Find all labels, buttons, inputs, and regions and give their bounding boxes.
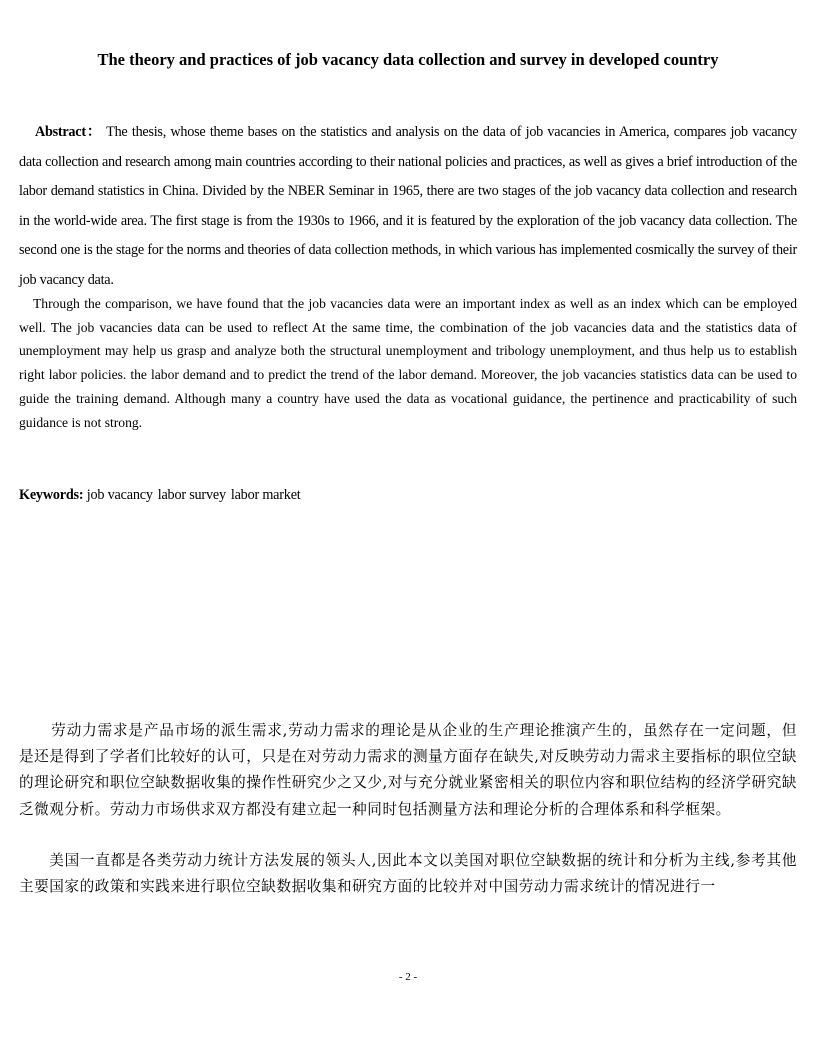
keywords-label: Keywords: [19, 487, 84, 503]
keyword-item: labor market [230, 487, 301, 503]
keyword-item: job vacancy [86, 487, 153, 503]
paper-title: The theory and practices of job vacancy data collection and survey in developed country [97, 50, 719, 69]
chinese-paragraph-1 [19, 718, 797, 823]
abstract-label: Abstract： [35, 124, 102, 140]
comparison-text: Through the comparison, we have found that the job vacancies data were an important index as well as an index which can be employed well. The job vacancies data can be used to reflect At the same time, the combination of the job vacancies data and the statistics data of unemployment may help us grasp and analyze both the structural unemployment and tribology unemployment, and thus help us to establish right labor policies. the labor demand and to predict the trend of the labor demand. Moreover, the job vacancies statistics data can be used to guide the training demand. Although many a country have used the data as vocational guidance, the pertinence and practicability of such guidance is not strong. [19, 296, 797, 430]
keywords-line [19, 484, 797, 506]
chinese-paragraph-2 [19, 848, 797, 900]
chinese-text-1: 劳动力需求是产品市场的派生需求,劳动力需求的理论是从企业的生产理论推演产生的，虽然存在一定问题，但是还是得到了学者们比较好的认可，只是在对劳动力需求的测量方面存在缺失,对反映劳动力需求主要指标的职位空缺的理论研究和职位空缺数据收集的操作性研究少之又少,对与充分就业紧密相关的职位内容和职位结构的经济学研究缺乏微观分析。劳动力市场供求双方都没有建立起一种同时包括测量方法和理论分析的合理体系和科学框架。 [19, 722, 797, 818]
abstract-paragraph [19, 118, 797, 296]
page-number: - 2 - [398, 971, 418, 983]
keyword-item: labor survey [157, 487, 226, 503]
comparison-paragraph [19, 292, 797, 434]
abstract-text: The thesis, whose theme bases on the statistics and analysis on the data of job vacancies in America, compares job vacancy data collection and research among main countries according to their national policies and practices, as well as gives a brief introduction of the labor demand statistics in China. Divided by the NBER Seminar in 1965, there are two stages of the job vacancy data collection and research in the world-wide area. The first stage is from the 1930s to 1966, and it is featured by the exploration of the job vacancy data collection. The second one is the stage for the norms and theories of data collection methods, in which various has implemented cosmically the survey of their job vacancy data. [19, 124, 798, 288]
chinese-text-2: 美国一直都是各类劳动力统计方法发展的领头人,因此本文以美国对职位空缺数据的统计和分析为主线,参考其他主要国家的政策和实践来进行职位空缺数据收集和研究方面的比较并对中国劳动力需求统计的情况进行一 [19, 852, 797, 896]
